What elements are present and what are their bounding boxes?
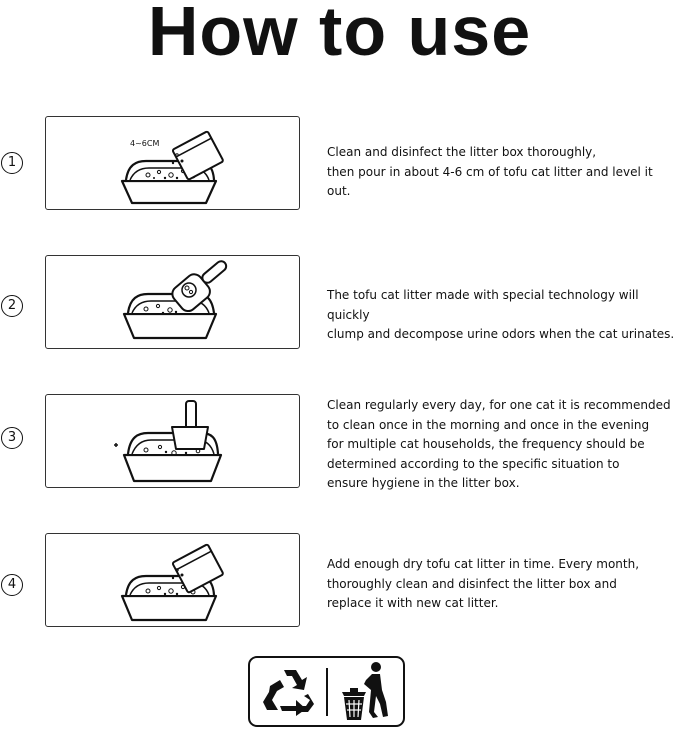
- page-title: How to use: [147, 0, 532, 70]
- step-2-illustration-panel: [45, 255, 300, 349]
- trash-bin-icon: [338, 660, 398, 722]
- litter-box-refill-icon: [46, 534, 301, 628]
- step-4-illustration-panel: [45, 533, 300, 627]
- step-2-description: The tofu cat litter made with special technology will quickly clump and decompose urine odors when the cat urinates.: [327, 288, 675, 341]
- recycle-icon: [260, 664, 320, 720]
- step-number-4: 4: [1, 574, 23, 596]
- step-1-depth-label: 4~6CM: [130, 139, 160, 148]
- step-4: [0, 533, 679, 633]
- step-4-description: Add enough dry tofu cat litter in time. Every month, thoroughly clean and disinfect the litter box and replace it with new cat litter.: [327, 557, 640, 610]
- litter-box-pour-icon: [46, 117, 301, 211]
- badge-divider: [326, 668, 328, 716]
- step-number-3: 3: [1, 427, 23, 449]
- litter-box-clean-icon: [46, 395, 301, 489]
- litter-box-scoop-icon: [46, 256, 301, 350]
- disposal-badge: [248, 656, 405, 727]
- step-1: [0, 116, 679, 216]
- step-3: [0, 394, 679, 494]
- step-2: [0, 255, 679, 355]
- step-1-description: Clean and disinfect the litter box thoroughly, then pour in about 4-6 cm of tofu cat litter and level it out.: [327, 145, 653, 198]
- step-3-illustration-panel: [45, 394, 300, 488]
- step-number-1: 1: [1, 152, 23, 174]
- step-1-illustration-panel: [45, 116, 300, 210]
- step-number-2: 2: [1, 295, 23, 317]
- step-3-description: Clean regularly every day, for one cat it is recommended to clean once in the morning and once in the evening for multiple cat households, the frequency should be determined according to the specific situation to ensure hygiene in the litter box.: [327, 398, 671, 490]
